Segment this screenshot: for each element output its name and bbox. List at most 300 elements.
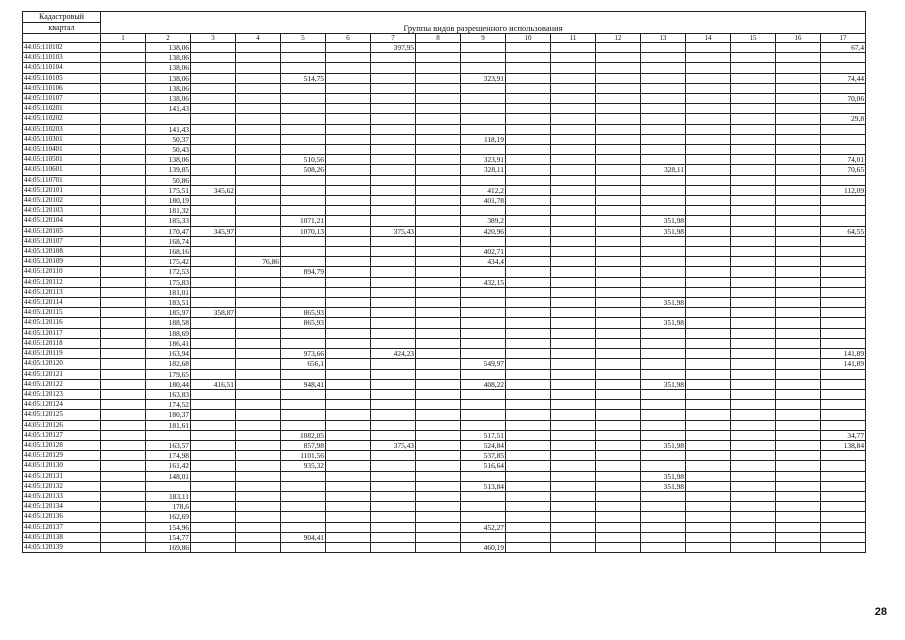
value-cell: [641, 145, 686, 155]
value-cell: [551, 196, 596, 206]
value-cell: [686, 267, 731, 277]
value-cell: 141,89: [821, 349, 866, 359]
value-cell: [596, 267, 641, 277]
value-cell: [641, 532, 686, 542]
value-cell: [551, 155, 596, 165]
value-cell: [731, 145, 776, 155]
value-cell: [416, 298, 461, 308]
value-cell: [821, 400, 866, 410]
value-cell: [506, 369, 551, 379]
table-body: [23, 43, 866, 553]
value-cell: [686, 43, 731, 53]
value-cell: [236, 267, 281, 277]
value-cell: [686, 461, 731, 471]
value-cell: [731, 491, 776, 501]
value-cell: [641, 257, 686, 267]
value-cell: [416, 451, 461, 461]
table-row: [23, 338, 866, 348]
value-cell: 154,77: [146, 532, 191, 542]
value-cell: [821, 542, 866, 552]
column-number: 15: [731, 34, 776, 43]
table-row: [23, 379, 866, 389]
value-cell: [686, 216, 731, 226]
value-cell: [596, 196, 641, 206]
value-cell: [101, 185, 146, 195]
value-cell: [596, 430, 641, 440]
value-cell: [551, 145, 596, 155]
value-cell: 328,11: [461, 165, 506, 175]
value-cell: 432,15: [461, 277, 506, 287]
value-cell: [326, 420, 371, 430]
value-cell: 175,51: [146, 185, 191, 195]
value-cell: 138,06: [146, 73, 191, 83]
value-cell: [821, 196, 866, 206]
value-cell: [686, 145, 731, 155]
value-cell: [236, 114, 281, 124]
value-cell: [101, 400, 146, 410]
value-cell: 186,41: [146, 338, 191, 348]
value-cell: [776, 440, 821, 450]
value-cell: [776, 318, 821, 328]
value-cell: [281, 94, 326, 104]
value-cell: [641, 410, 686, 420]
cadastral-quarter-cell: 44:05:120129: [23, 451, 101, 461]
value-cell: [461, 308, 506, 318]
value-cell: [101, 338, 146, 348]
value-cell: [236, 318, 281, 328]
value-cell: 163,83: [146, 389, 191, 399]
cadastral-quarter-cell: 44:05:120137: [23, 522, 101, 532]
value-cell: [236, 145, 281, 155]
value-cell: [731, 308, 776, 318]
value-cell: [416, 440, 461, 450]
value-cell: [506, 267, 551, 277]
cadastral-quarter-cell: 44:05:120104: [23, 216, 101, 226]
value-cell: [731, 440, 776, 450]
value-cell: [191, 471, 236, 481]
value-cell: [281, 124, 326, 134]
value-cell: [326, 369, 371, 379]
value-cell: [596, 318, 641, 328]
value-cell: [236, 481, 281, 491]
value-cell: [686, 134, 731, 144]
value-cell: 1070,13: [281, 226, 326, 236]
value-cell: [371, 236, 416, 246]
value-cell: [371, 83, 416, 93]
value-cell: [776, 216, 821, 226]
value-cell: [101, 134, 146, 144]
value-cell: [101, 247, 146, 257]
value-cell: [596, 83, 641, 93]
value-cell: [281, 481, 326, 491]
column-number: 11: [551, 34, 596, 43]
table-row: [23, 267, 866, 277]
value-cell: [641, 185, 686, 195]
value-cell: 172,53: [146, 267, 191, 277]
value-cell: [326, 257, 371, 267]
value-cell: [236, 175, 281, 185]
value-cell: [551, 318, 596, 328]
value-cell: [731, 83, 776, 93]
value-cell: [191, 440, 236, 450]
value-cell: [641, 389, 686, 399]
value-cell: [731, 155, 776, 165]
value-cell: [686, 298, 731, 308]
column-number: 4: [236, 34, 281, 43]
value-cell: [416, 104, 461, 114]
value-cell: [236, 298, 281, 308]
value-cell: [506, 287, 551, 297]
value-cell: [101, 216, 146, 226]
value-cell: [641, 155, 686, 165]
value-cell: [596, 522, 641, 532]
value-cell: [731, 512, 776, 522]
value-cell: 138,06: [146, 155, 191, 165]
table-row: [23, 257, 866, 267]
value-cell: [101, 349, 146, 359]
value-cell: [641, 400, 686, 410]
value-cell: [686, 94, 731, 104]
value-cell: [191, 420, 236, 430]
value-cell: [776, 63, 821, 73]
value-cell: [551, 440, 596, 450]
value-cell: [236, 185, 281, 195]
value-cell: [821, 175, 866, 185]
value-cell: [326, 359, 371, 369]
value-cell: [686, 430, 731, 440]
value-cell: [281, 83, 326, 93]
value-cell: [371, 257, 416, 267]
value-cell: [191, 53, 236, 63]
value-cell: [101, 451, 146, 461]
value-cell: [821, 63, 866, 73]
value-cell: [731, 287, 776, 297]
value-cell: [776, 175, 821, 185]
value-cell: 180,37: [146, 410, 191, 420]
value-cell: [686, 114, 731, 124]
value-cell: [326, 298, 371, 308]
value-cell: [776, 53, 821, 63]
value-cell: [326, 145, 371, 155]
value-cell: [551, 124, 596, 134]
value-cell: [731, 532, 776, 542]
value-cell: [551, 522, 596, 532]
value-cell: [551, 532, 596, 542]
value-cell: [416, 400, 461, 410]
value-cell: [371, 53, 416, 63]
value-cell: [461, 145, 506, 155]
table-row: [23, 216, 866, 226]
value-cell: [101, 440, 146, 450]
value-cell: [281, 471, 326, 481]
value-cell: [821, 267, 866, 277]
value-cell: [506, 420, 551, 430]
value-cell: [641, 196, 686, 206]
value-cell: [506, 124, 551, 134]
cadastral-quarter-cell: 44:05:110501: [23, 155, 101, 165]
value-cell: [371, 542, 416, 552]
value-cell: [641, 359, 686, 369]
value-cell: [596, 461, 641, 471]
value-cell: [596, 247, 641, 257]
value-cell: [551, 247, 596, 257]
value-cell: [461, 338, 506, 348]
value-cell: [821, 532, 866, 542]
value-cell: 351,98: [641, 298, 686, 308]
value-cell: [776, 430, 821, 440]
table-row: [23, 359, 866, 369]
value-cell: [506, 502, 551, 512]
table-row: [23, 542, 866, 552]
value-cell: [371, 165, 416, 175]
value-cell: [641, 104, 686, 114]
value-cell: [776, 400, 821, 410]
cadastral-quarter-cell: 44:05:120139: [23, 542, 101, 552]
value-cell: [236, 542, 281, 552]
value-cell: [101, 196, 146, 206]
value-cell: [641, 43, 686, 53]
value-cell: [191, 73, 236, 83]
value-cell: 141,43: [146, 104, 191, 114]
value-cell: [776, 502, 821, 512]
cadastral-quarter-cell: 44:05:120117: [23, 328, 101, 338]
value-cell: [371, 308, 416, 318]
value-cell: [551, 420, 596, 430]
value-cell: [326, 216, 371, 226]
value-cell: 517,51: [461, 430, 506, 440]
value-cell: [416, 287, 461, 297]
value-cell: [326, 267, 371, 277]
value-cell: 138,06: [146, 53, 191, 63]
value-cell: [776, 196, 821, 206]
value-cell: [416, 420, 461, 430]
value-cell: [191, 359, 236, 369]
cadastral-quarter-cell: 44:05:120102: [23, 196, 101, 206]
value-cell: [551, 94, 596, 104]
value-cell: [821, 379, 866, 389]
value-cell: [551, 410, 596, 420]
value-cell: [281, 287, 326, 297]
value-cell: [596, 349, 641, 359]
table-row: [23, 287, 866, 297]
value-cell: [686, 379, 731, 389]
value-cell: [551, 430, 596, 440]
value-cell: 162,69: [146, 512, 191, 522]
value-cell: [326, 277, 371, 287]
value-cell: [281, 491, 326, 501]
table-row: [23, 124, 866, 134]
value-cell: [371, 175, 416, 185]
value-cell: [416, 247, 461, 257]
value-cell: 175,42: [146, 257, 191, 267]
cadastral-quarter-cell: 44:05:120112: [23, 277, 101, 287]
value-cell: [461, 471, 506, 481]
value-cell: 188,58: [146, 318, 191, 328]
value-cell: [191, 451, 236, 461]
value-cell: [596, 389, 641, 399]
value-cell: [101, 532, 146, 542]
value-cell: [551, 328, 596, 338]
value-cell: 351,98: [641, 216, 686, 226]
value-cell: [596, 359, 641, 369]
value-cell: [686, 389, 731, 399]
value-cell: [236, 94, 281, 104]
value-cell: [596, 134, 641, 144]
table-row: [23, 440, 866, 450]
value-cell: [191, 349, 236, 359]
value-cell: [191, 542, 236, 552]
column-number: 6: [326, 34, 371, 43]
value-cell: [776, 379, 821, 389]
table-row: [23, 471, 866, 481]
value-cell: [101, 318, 146, 328]
value-cell: [731, 338, 776, 348]
table-row: [23, 277, 866, 287]
value-cell: [731, 104, 776, 114]
value-cell: [326, 63, 371, 73]
value-cell: 389,2: [461, 216, 506, 226]
value-cell: [686, 236, 731, 246]
value-cell: 1071,21: [281, 216, 326, 226]
value-cell: [191, 175, 236, 185]
value-cell: [686, 471, 731, 481]
value-cell: [551, 400, 596, 410]
value-cell: [461, 349, 506, 359]
value-cell: [326, 410, 371, 420]
value-cell: [731, 247, 776, 257]
value-cell: [686, 257, 731, 267]
value-cell: [101, 542, 146, 552]
value-cell: [776, 532, 821, 542]
value-cell: 323,91: [461, 155, 506, 165]
column-number: 1: [101, 34, 146, 43]
value-cell: [371, 430, 416, 440]
value-cell: [731, 420, 776, 430]
value-cell: 118,19: [461, 134, 506, 144]
table-row: [23, 430, 866, 440]
value-cell: [371, 400, 416, 410]
value-cell: [686, 502, 731, 512]
value-cell: [191, 532, 236, 542]
value-cell: [731, 53, 776, 63]
value-cell: [551, 267, 596, 277]
cadastral-quarter-cell: 44:05:120122: [23, 379, 101, 389]
table-row: [23, 175, 866, 185]
column-number: 16: [776, 34, 821, 43]
value-cell: [776, 369, 821, 379]
value-cell: [551, 43, 596, 53]
cadastral-quarter-cell: 44:05:120133: [23, 491, 101, 501]
value-cell: [551, 114, 596, 124]
table-row: [23, 196, 866, 206]
value-cell: [506, 196, 551, 206]
value-cell: [461, 206, 506, 216]
value-cell: [731, 481, 776, 491]
value-cell: 178,6: [146, 502, 191, 512]
value-cell: [191, 104, 236, 114]
value-cell: [326, 440, 371, 450]
value-cell: [416, 267, 461, 277]
value-cell: [686, 73, 731, 83]
value-cell: 138,06: [146, 63, 191, 73]
value-cell: [686, 247, 731, 257]
value-cell: [506, 389, 551, 399]
value-cell: [281, 257, 326, 267]
value-cell: [641, 134, 686, 144]
value-cell: [461, 104, 506, 114]
cadastral-quarter-cell: 44:05:120127: [23, 430, 101, 440]
value-cell: 170,47: [146, 226, 191, 236]
value-cell: [506, 236, 551, 246]
value-cell: [821, 328, 866, 338]
cadastral-quarter-cell: 44:05:110701: [23, 175, 101, 185]
value-cell: [461, 63, 506, 73]
value-cell: [191, 83, 236, 93]
value-cell: [461, 491, 506, 501]
value-cell: [236, 308, 281, 318]
value-cell: [731, 318, 776, 328]
value-cell: [506, 451, 551, 461]
value-cell: [641, 542, 686, 552]
cadastral-quarter-cell: 44:05:120131: [23, 471, 101, 481]
value-cell: [776, 247, 821, 257]
value-cell: [506, 277, 551, 287]
value-cell: [551, 216, 596, 226]
value-cell: [236, 440, 281, 450]
value-cell: 139,85: [146, 165, 191, 175]
value-cell: 935,32: [281, 461, 326, 471]
value-cell: [101, 83, 146, 93]
value-cell: [326, 83, 371, 93]
value-cell: [416, 114, 461, 124]
value-cell: [326, 155, 371, 165]
value-cell: [191, 267, 236, 277]
value-cell: [281, 145, 326, 155]
cadastral-quarter-cell: 44:05:120108: [23, 247, 101, 257]
value-cell: [821, 308, 866, 318]
value-cell: [686, 338, 731, 348]
value-cell: [731, 471, 776, 481]
value-cell: [371, 247, 416, 257]
value-cell: [281, 114, 326, 124]
value-cell: [731, 165, 776, 175]
value-cell: [281, 542, 326, 552]
cadastral-quarter-cell: 44:05:110201: [23, 104, 101, 114]
value-cell: [776, 359, 821, 369]
value-cell: [281, 298, 326, 308]
value-cell: 323,91: [461, 73, 506, 83]
value-cell: [236, 277, 281, 287]
value-cell: [641, 502, 686, 512]
value-cell: [686, 481, 731, 491]
value-cell: [641, 247, 686, 257]
value-cell: [371, 491, 416, 501]
value-cell: [146, 114, 191, 124]
value-cell: [596, 216, 641, 226]
value-cell: [731, 73, 776, 83]
value-cell: [776, 124, 821, 134]
value-cell: [821, 410, 866, 420]
value-cell: [551, 338, 596, 348]
value-cell: [461, 512, 506, 522]
value-cell: [596, 155, 641, 165]
value-cell: [686, 226, 731, 236]
value-cell: 161,42: [146, 461, 191, 471]
value-cell: [101, 379, 146, 389]
value-cell: [191, 196, 236, 206]
value-cell: [686, 53, 731, 63]
value-cell: [416, 502, 461, 512]
